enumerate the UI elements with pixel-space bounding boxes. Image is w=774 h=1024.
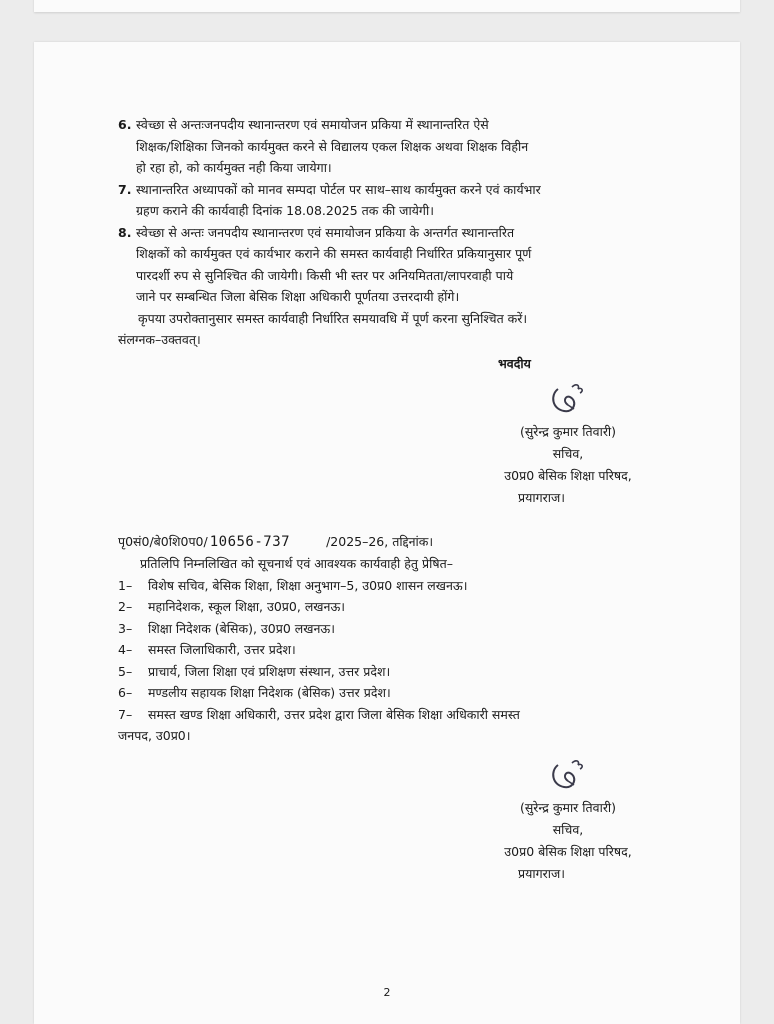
text-line: स्वेच्छा से अन्तःजनपदीय स्थानान्तरण एवं समायोजन प्रकिया में स्थानान्तरित ऐसे — [136, 117, 489, 132]
copy-to-number: 6– — [118, 685, 133, 700]
copy-to-item — [118, 639, 678, 661]
enclosure-note: संलग्नक–उक्तवत्। — [118, 332, 201, 347]
copy-to-item — [118, 575, 678, 597]
handwritten-signature-icon — [478, 751, 658, 797]
copy-to-item — [118, 704, 678, 726]
copy-to-text: समस्त खण्ड शिक्षा अधिकारी, उत्तर प्रदेश द्वारा जिला बेसिक शिक्षा अधिकारी समस्त — [148, 706, 520, 722]
text-line: शिक्षकों को कार्यमुक्त एवं कार्यभार कराने की समस्त कार्यवाही निर्धारित प्रकियानुसार पूर्ण — [136, 246, 532, 261]
signature-block-1 — [478, 353, 658, 509]
text-line: स्वेच्छा से अन्तः जनपदीय स्थानान्तरण एवं समायोजन प्रकिया के अन्तर्गत स्थानान्तरित — [136, 224, 515, 240]
point-text — [136, 179, 678, 222]
letter-number-handwritten: 10656-737 — [209, 533, 291, 550]
signatory-place: प्रयागराज। — [518, 865, 566, 881]
copy-to-item — [118, 682, 678, 704]
copy-to-text: शिक्षा निदेशक (बेसिक), उ0प्र0 लखनऊ। — [148, 620, 335, 636]
signatory-name: (सुरेन्द्र कुमार तिवारी) — [519, 799, 617, 815]
copy-to-number: 7– — [118, 706, 133, 722]
copy-to-item — [118, 661, 678, 683]
signature-block-2 — [478, 751, 658, 885]
closing-line: कृपया उपरोक्तानुसार समस्त कार्यवाही निर्धारित समयावधि में पूर्ण करना सुनिश्चित करें। — [138, 310, 528, 326]
signatory-place: प्रयागराज। — [518, 489, 566, 505]
previous-page-edge — [34, 0, 740, 12]
page-number: 2 — [383, 986, 391, 999]
point-number: 7. — [118, 181, 132, 197]
copy-to-text: महानिदेशक, स्कूल शिक्षा, उ0प्र0, लखनऊ। — [148, 599, 346, 614]
copy-to-text: समस्त जिलाधिकारी, उत्तर प्रदेश। — [148, 642, 296, 657]
copy-to-number: 5– — [118, 663, 133, 679]
letter-number-prefix: पृ0सं0/बे0शि0प0/ — [118, 533, 208, 549]
text-line: ग्रहण कराने की कार्यवाही दिनांक 18.08.2025 तक की जायेगी। — [136, 203, 434, 218]
point-number: 8. — [118, 224, 132, 240]
letter-number-suffix: /2025–26, तद्दिनांक। — [326, 533, 434, 549]
text-line: शिक्षक/शिक्षिका जिनको कार्यमुक्त करने से विद्यालय एकल शिक्षक अथवा शिक्षक विहीन — [136, 138, 529, 154]
copy-to-text: प्राचार्य, जिला शिक्षा एवं प्रशिक्षण संस्थान, उत्तर प्रदेश। — [148, 663, 391, 679]
point-7 — [118, 179, 678, 222]
text-line: जाने पर सम्बन्धित जिला बेसिक शिक्षा अधिकारी पूर्णतया उत्तरदायी होंगे। — [136, 289, 460, 304]
copy-to-continuation: जनपद, उ0प्र0। — [118, 728, 191, 743]
letter-body — [118, 114, 678, 885]
signatory-title: सचिव, — [552, 445, 584, 461]
copy-to-intro: प्रतिलिपि निम्नलिखित को सूचनार्थ एवं आवश्यक कार्यवाही हेतु प्रेषित– — [140, 556, 453, 571]
handwritten-signature-icon — [478, 375, 658, 421]
document-page — [34, 42, 740, 1024]
copy-to-number: 3– — [118, 620, 133, 636]
copy-to-item — [118, 596, 678, 618]
text-line: स्थानान्तरित अध्यापकों को मानव सम्पदा पोर्टल पर साथ–साथ कार्यमुक्त करने एवं कार्यभार — [136, 181, 541, 197]
point-8 — [118, 222, 678, 308]
signatory-title: सचिव, — [552, 821, 584, 837]
text-line: हो रहा हो, को कार्यमुक्त नही किया जायेगा। — [136, 160, 332, 175]
point-number: 6. — [118, 117, 132, 132]
copy-to-number: 1– — [118, 577, 133, 593]
point-text — [136, 114, 678, 179]
copy-to-text: मण्डलीय सहायक शिक्षा निदेशक (बेसिक) उत्तर प्रदेश। — [148, 685, 391, 700]
signatory-organisation: उ0प्र0 बेसिक शिक्षा परिषद, — [504, 843, 632, 859]
copy-to-number: 4– — [118, 642, 133, 657]
letter-number — [118, 531, 678, 554]
text-line: पारदर्शी रुप से सुनिश्चित की जायेगी। किसी भी स्तर पर अनियमितता/लापरवाही पाये — [136, 267, 514, 283]
point-6 — [118, 114, 678, 179]
point-text — [136, 222, 678, 308]
copy-to-item — [118, 618, 678, 640]
signatory-name: (सुरेन्द्र कुमार तिवारी) — [519, 423, 617, 439]
copy-to-text: विशेष सचिव, बेसिक शिक्षा, शिक्षा अनुभाग–5, उ0प्र0 शासन लखनऊ। — [148, 577, 468, 593]
salutation: भवदीय — [498, 355, 531, 371]
signatory-organisation: उ0प्र0 बेसिक शिक्षा परिषद, — [504, 467, 632, 483]
copy-to-number: 2– — [118, 599, 133, 614]
